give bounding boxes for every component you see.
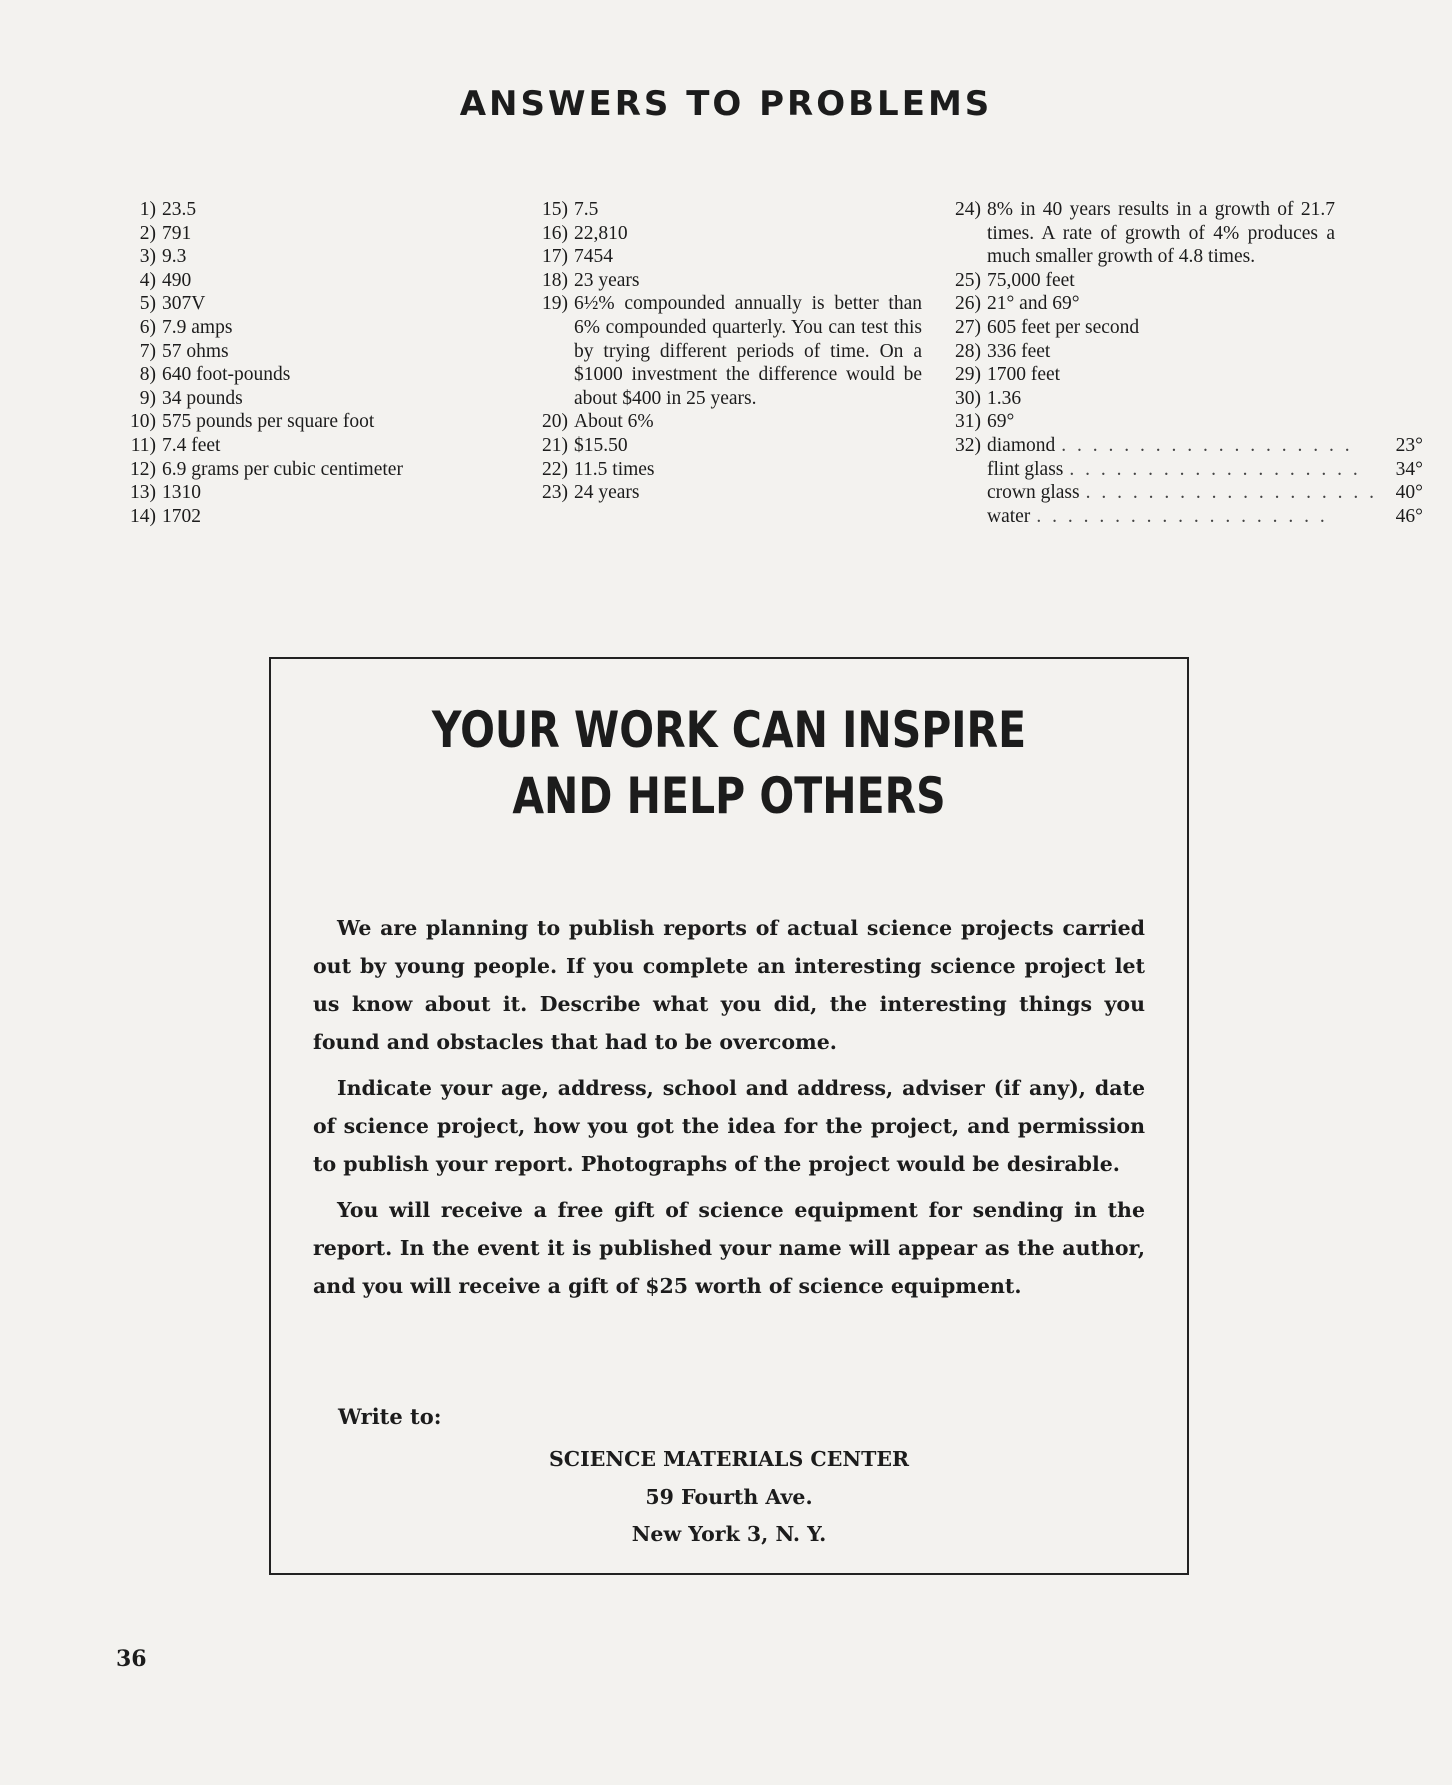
material-label: diamond bbox=[987, 434, 1056, 456]
address-line: 59 Fourth Ave. bbox=[645, 1484, 813, 1509]
answer-item bbox=[115, 505, 485, 529]
answer-item bbox=[940, 363, 1335, 387]
answers-column-2 bbox=[527, 198, 922, 505]
answer-item bbox=[940, 340, 1335, 364]
dot-leader: . . . . . . . . . . . . . . . . . . . bbox=[1036, 505, 1328, 527]
answer-text: About 6% bbox=[574, 411, 654, 433]
answer-text: 8% in 40 years results in a growth of 21.7 times. A rate of growth of 4% produces a much smaller growth of 4.8 times. bbox=[987, 199, 1335, 268]
angle-value: 46° bbox=[1395, 505, 1423, 527]
answer-item bbox=[115, 387, 485, 411]
answer-item bbox=[527, 198, 922, 222]
answer-item bbox=[527, 458, 922, 482]
notice-title-line: AND HELP OTHERS bbox=[512, 767, 946, 825]
answer-text: 24 years bbox=[574, 482, 640, 504]
answer-number: 19) bbox=[542, 293, 568, 315]
answer-item bbox=[115, 434, 485, 458]
answer-text: 69° bbox=[987, 411, 1015, 433]
dot-leader: . . . . . . . . . . . . . . . . . . . bbox=[1085, 482, 1377, 504]
answer-number: 28) bbox=[955, 340, 981, 362]
answer-text: 1310 bbox=[162, 482, 201, 504]
answer-number: 27) bbox=[955, 316, 981, 338]
answer-number: 25) bbox=[955, 269, 981, 291]
answer-number: 4) bbox=[139, 269, 156, 291]
answer-item bbox=[115, 292, 485, 316]
answer-text: 640 foot-pounds bbox=[162, 364, 291, 386]
answer-text: 6½% compounded annually is better than 6% compounded quarterly. You can test this by trying different periods of time. On a $1000 investment the difference would be about $400 in 25 years. bbox=[574, 293, 922, 409]
answer-item bbox=[527, 434, 922, 458]
answer-number: 31) bbox=[955, 411, 981, 433]
answer-text: 11.5 times bbox=[574, 458, 655, 480]
answer-number: 3) bbox=[139, 246, 156, 268]
material-label: crown glass bbox=[987, 482, 1080, 504]
answer-text: 605 feet per second bbox=[987, 316, 1140, 338]
answer-item bbox=[527, 269, 922, 293]
answer-number: 10) bbox=[130, 411, 156, 433]
answer-text: 1.36 bbox=[987, 387, 1022, 409]
answer-text: 575 pounds per square foot bbox=[162, 411, 375, 433]
answer-item bbox=[115, 245, 485, 269]
answer-number: 5) bbox=[139, 293, 156, 315]
answer-number: 21) bbox=[542, 434, 568, 456]
answer-text: 9.3 bbox=[162, 246, 187, 268]
answer-text: 1700 feet bbox=[987, 364, 1061, 386]
answer-item bbox=[940, 410, 1335, 434]
answer-item bbox=[115, 363, 485, 387]
answer-text: 7.4 feet bbox=[162, 434, 221, 456]
dot-leader: . . . . . . . . . . . . . . . . . . . bbox=[1061, 434, 1353, 456]
answer-text: 75,000 feet bbox=[987, 269, 1075, 291]
answer-text: 336 feet bbox=[987, 340, 1051, 362]
answer-number: 29) bbox=[955, 364, 981, 386]
answer-number: 26) bbox=[955, 293, 981, 315]
answer-item bbox=[527, 481, 922, 505]
refraction-angle-table bbox=[987, 434, 1423, 528]
write-to-label: Write to: bbox=[338, 1404, 442, 1429]
answers-column-3 bbox=[940, 198, 1423, 528]
answer-number: 8) bbox=[139, 364, 156, 386]
answer-number: 17) bbox=[542, 246, 568, 268]
answer-number: 12) bbox=[130, 458, 156, 480]
notice-paragraph: We are planning to publish reports of actual science projects carried out by young people. If you complete an interesting science project let us know about it. Describe what you did, the interesting things you found and obstacles that had to be overcome. bbox=[313, 916, 1145, 1054]
answer-number: 9) bbox=[139, 387, 156, 409]
answer-text: 7.9 amps bbox=[162, 316, 233, 338]
answer-text: 34 pounds bbox=[162, 387, 243, 409]
answer-item bbox=[940, 292, 1335, 316]
inspire-notice-box bbox=[269, 657, 1189, 1575]
answers-column-1 bbox=[115, 198, 485, 528]
material-label: flint glass bbox=[987, 458, 1064, 480]
table-row bbox=[987, 434, 1423, 458]
answer-text: 6.9 grams per cubic centimeter bbox=[162, 458, 403, 480]
table-row bbox=[987, 505, 1423, 529]
table-row bbox=[987, 481, 1423, 505]
answer-number: 22) bbox=[542, 458, 568, 480]
answer-item bbox=[527, 292, 922, 410]
answer-item bbox=[115, 458, 485, 482]
page-number: 36 bbox=[116, 1646, 147, 1672]
notice-body bbox=[313, 909, 1145, 1313]
answer-item bbox=[940, 316, 1335, 340]
notice-title-line: YOUR WORK CAN INSPIRE bbox=[431, 701, 1027, 759]
answer-item bbox=[115, 316, 485, 340]
answer-text: 23 years bbox=[574, 269, 640, 291]
answer-item bbox=[940, 269, 1335, 293]
answer-number: 30) bbox=[955, 387, 981, 409]
answer-text: 23.5 bbox=[162, 199, 197, 220]
answer-number: 16) bbox=[542, 222, 568, 244]
answer-number: 15) bbox=[542, 199, 568, 220]
answer-number: 7) bbox=[139, 340, 156, 362]
answer-number: 18) bbox=[542, 269, 568, 291]
answer-item bbox=[940, 387, 1335, 411]
answer-item bbox=[115, 481, 485, 505]
answer-text: 1702 bbox=[162, 505, 201, 527]
angle-value: 23° bbox=[1395, 434, 1423, 456]
answer-item bbox=[115, 340, 485, 364]
dot-leader: . . . . . . . . . . . . . . . . . . . bbox=[1069, 458, 1361, 480]
answer-item bbox=[940, 434, 1423, 528]
answer-number: 14) bbox=[130, 505, 156, 527]
answer-number: 6) bbox=[139, 316, 156, 338]
notice-paragraph: Indicate your age, address, school and address, adviser (if any), date of science project, how you got the idea for the project, and permission to publish your report. Photographs of the project would be desirable. bbox=[313, 1076, 1145, 1176]
table-row bbox=[987, 458, 1423, 482]
answer-text: 22,810 bbox=[574, 222, 628, 244]
answer-text: $15.50 bbox=[574, 434, 628, 456]
answer-number: 32) bbox=[955, 434, 981, 456]
answer-number: 1) bbox=[139, 199, 156, 220]
notice-paragraph: You will receive a free gift of science equipment for sending in the report. In the event it is published your name will appear as the author, and you will receive a gift of $25 worth of science equipment. bbox=[313, 1198, 1145, 1298]
answer-item bbox=[115, 269, 485, 293]
answer-item bbox=[115, 222, 485, 246]
angle-value: 34° bbox=[1395, 458, 1423, 480]
answer-text: 490 bbox=[162, 269, 192, 291]
answer-item bbox=[527, 245, 922, 269]
answer-item bbox=[940, 198, 1335, 269]
page-title: ANSWERS TO PROBLEMS bbox=[459, 84, 993, 124]
answer-number: 24) bbox=[955, 199, 981, 220]
answer-text: 7454 bbox=[574, 246, 613, 268]
address-line: New York 3, N. Y. bbox=[631, 1522, 827, 1546]
answer-text: 791 bbox=[162, 222, 192, 244]
answer-item bbox=[527, 410, 922, 434]
answer-item bbox=[115, 410, 485, 434]
answer-number: 23) bbox=[542, 482, 568, 504]
answer-number: 20) bbox=[542, 411, 568, 433]
answer-number: 11) bbox=[130, 434, 156, 456]
angle-value: 40° bbox=[1395, 482, 1423, 504]
notice-title bbox=[353, 697, 1104, 829]
answer-text: 21° and 69° bbox=[987, 293, 1080, 315]
answer-item bbox=[115, 198, 485, 222]
address-line: SCIENCE MATERIALS CENTER bbox=[549, 1447, 909, 1471]
answer-text: 7.5 bbox=[574, 199, 599, 220]
answer-item bbox=[527, 222, 922, 246]
answer-text: 57 ohms bbox=[162, 340, 229, 362]
material-label: water bbox=[987, 505, 1031, 527]
mailing-address bbox=[271, 1441, 1187, 1554]
answer-number: 2) bbox=[139, 222, 156, 244]
answer-number: 13) bbox=[130, 482, 156, 504]
answer-text: 307V bbox=[162, 293, 206, 315]
